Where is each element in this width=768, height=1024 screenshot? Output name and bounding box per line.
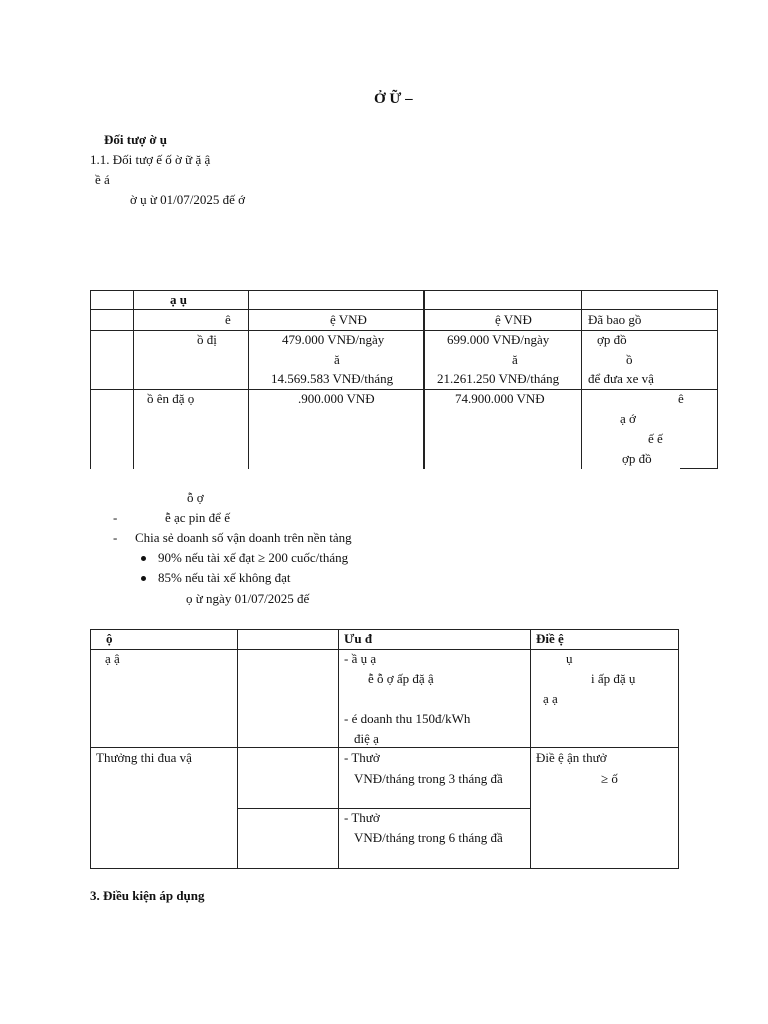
table1-row2-price-a: .900.000 VNĐ <box>298 391 375 406</box>
section2-bullet1: 90% nếu tài xế đạt ≥ 200 cuốc/tháng <box>158 550 349 565</box>
table1-row1-included: để đưa xe vậ <box>588 371 654 386</box>
section2-bullet2: 85% nếu tài xế không đạt <box>158 570 291 585</box>
section2-heading: ỗ ợ <box>187 490 204 505</box>
table2-header-cell: Ưu đ <box>344 631 373 646</box>
table1-row2-included: ạ ớ <box>620 411 636 426</box>
table1-row2-included: ê <box>678 391 684 406</box>
table1-subheader-cell: ệ VNĐ <box>330 312 367 327</box>
table2-row1-condition: ạ ạ <box>543 691 558 706</box>
table2-row2-condition: Điề ệ ận thưở <box>536 750 607 765</box>
table1-row2-included: ợp đồ <box>622 451 652 466</box>
table1-row2-price-b: 74.900.000 VNĐ <box>455 391 545 406</box>
section2-dash2: Chia sẻ doanh số vận doanh trên nền tảng <box>135 530 352 545</box>
table2-row1-condition: i ấp đặ ụ <box>591 671 636 686</box>
table2-row2-benefit-a: - Thưở <box>344 750 380 765</box>
table2-header-cell: ộ <box>106 631 113 646</box>
table1-subheader-cell: Đã bao gồ <box>588 312 642 327</box>
table2-row1-label: ạ ậ <box>105 651 120 666</box>
dash-marker: - <box>113 510 118 525</box>
section1-line3: ờ ụ ừ 01/07/2025 đế ớ <box>130 192 246 207</box>
table2-row2-benefit-b: VNĐ/tháng trong 6 tháng đầ <box>354 830 503 845</box>
table1-subheader-cell: ệ VNĐ <box>495 312 532 327</box>
table2-row1-benefit: - é doanh thu 150đ/kWh <box>344 711 471 726</box>
table2-row2-label: Thưởng thi đua vậ <box>96 750 192 765</box>
table1-row1-label: ồ đị <box>197 332 217 347</box>
table1-row2-label: ồ ên đặ ọ <box>147 391 195 406</box>
section1-heading: Đối tượ ờ ụ <box>104 132 168 147</box>
table1-subheader-cell: ê <box>225 312 231 327</box>
table2-row1-benefit: - ầ ụ ạ <box>344 651 377 666</box>
table1-row1-included: ợp đồ <box>597 332 627 347</box>
table2-header-cell: Điề ệ <box>536 631 564 646</box>
table1-row1-price-b: 699.000 VNĐ/ngày <box>447 332 550 347</box>
table1-row1-price-a: 479.000 VNĐ/ngày <box>282 332 385 347</box>
table1-row1-price-b: 21.261.250 VNĐ/tháng <box>437 371 560 386</box>
document-title: Ở Ữ – <box>374 91 413 107</box>
section1-line1: 1.1. Đối tượ ế ố ờ ữ ặ ậ <box>90 152 211 167</box>
table1-row1-price-b: ă <box>512 352 518 367</box>
table1-row1-included: ồ <box>626 352 633 367</box>
section2-dash1: ễ ạc pin để ế <box>165 510 230 525</box>
section1-line2: ề á <box>95 172 110 187</box>
table2-row2-benefit-b: - Thưở <box>344 810 380 825</box>
table1-row1-price-a: ă <box>334 352 340 367</box>
table1-header-cell: ạ ụ <box>170 292 187 307</box>
table2-row2-benefit-a: VNĐ/tháng trong 3 tháng đầ <box>354 771 503 786</box>
dash-marker: - <box>113 530 118 545</box>
table1-row1-price-a: 14.569.583 VNĐ/tháng <box>271 371 394 386</box>
table1-row2-included: ế ế <box>648 431 663 446</box>
table2-row2-condition: ≥ ố <box>601 771 618 786</box>
table2-row1-benefit: ễ ỗ ợ ấp đặ ậ <box>368 671 434 686</box>
table2-row1-benefit: điệ ạ <box>354 731 379 746</box>
section3-heading: 3. Điều kiện áp dụng <box>90 888 205 903</box>
section2-note: ọ ừ ngày 01/07/2025 đế <box>186 591 310 606</box>
table2-row1-condition: ụ <box>566 651 573 666</box>
